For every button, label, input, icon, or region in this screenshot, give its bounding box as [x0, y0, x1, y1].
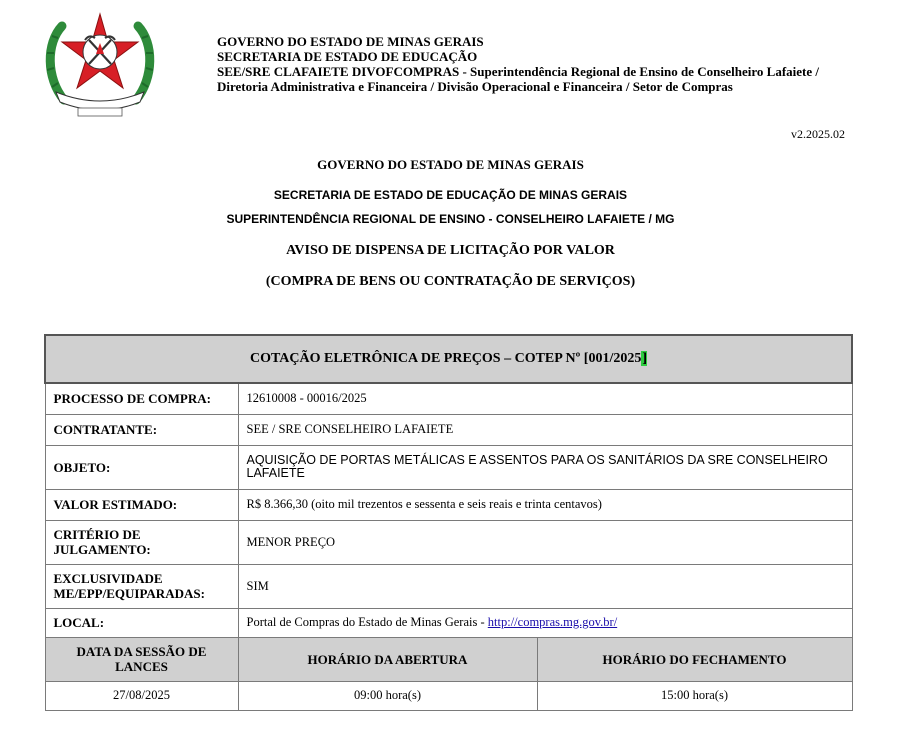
- row-value-contractor: SEE / SRE CONSELHEIRO LAFAIETE: [238, 414, 852, 445]
- header-line-division: Diretoria Administrativa e Financeira / Divisão Operacional e Financeira / Setor de Compras: [217, 79, 733, 94]
- row-label-exclusivity: EXCLUSIVIDADE ME/EPP/EQUIPARADAS:: [45, 564, 238, 608]
- opening-time: 09:00 hora(s): [238, 681, 537, 710]
- header-line-secretariat: SECRETARIA DE ESTADO DE EDUCAÇÃO: [217, 49, 478, 64]
- location-text: Portal de Compras do Estado de Minas Gerais -: [246, 615, 488, 629]
- agency-header: [217, 34, 819, 94]
- title-secretariat: SECRETARIA DE ESTADO DE EDUCAÇÃO DE MINAS GERAIS: [273, 188, 628, 202]
- compras-portal-link[interactable]: http://compras.mg.gov.br/: [487, 615, 618, 629]
- table-row: [45, 383, 852, 414]
- row-value-estimated-value: R$ 8.366,30 (oito mil trezentos e sessenta e seis reais e trinta centavos): [238, 489, 852, 520]
- table-row: [45, 520, 852, 564]
- title-government: GOVERNO DO ESTADO DE MINAS GERAIS: [317, 157, 584, 172]
- header-line-government: GOVERNO DO ESTADO DE MINAS GERAIS: [217, 34, 484, 49]
- table-row: [45, 564, 852, 608]
- table-row: [45, 608, 852, 637]
- row-label-criterion: CRITÉRIO DE JULGAMENTO:: [45, 520, 238, 564]
- row-label-object: OBJETO:: [45, 445, 238, 489]
- row-value-object: AQUISIÇÃO DE PORTAS METÁLICAS E ASSENTOS PARA OS SANITÁRIOS DA SRE CONSELHEIRO LAFAIETE: [238, 445, 852, 489]
- header-opening-time: HORÁRIO DA ABERTURA: [238, 637, 537, 681]
- cotep-table: [44, 334, 853, 711]
- row-value-process: 12610008 - 00016/2025: [238, 383, 852, 414]
- closing-time: 15:00 hora(s): [537, 681, 852, 710]
- row-value-exclusivity: SIM: [238, 564, 852, 608]
- table-row: [45, 489, 852, 520]
- title-notice: AVISO DE DISPENSA DE LICITAÇÃO POR VALOR: [286, 243, 615, 258]
- title-purchase-type: (COMPRA DE BENS OU CONTRATAÇÃO DE SERVIÇOS): [265, 274, 636, 289]
- row-label-estimated-value: VALOR ESTIMADO:: [45, 489, 238, 520]
- minas-gerais-coat-of-arms: [42, 8, 158, 118]
- cotep-banner: [45, 335, 852, 383]
- title-superintendence: SUPERINTENDÊNCIA REGIONAL DE ENSINO - CONSELHEIRO LAFAIETE / MG: [226, 212, 675, 226]
- header-line-unit: SEE/SRE CLAFAIETE DIVOFCOMPRAS - Superintendência Regional de Ensino de Conselheiro Lafaiete /: [217, 64, 820, 79]
- session-value-row: [45, 681, 852, 710]
- row-value-location: [238, 608, 852, 637]
- row-label-contractor: CONTRATANTE:: [45, 414, 238, 445]
- row-value-criterion: MENOR PREÇO: [238, 520, 852, 564]
- document-version: v2.2025.02: [791, 127, 845, 141]
- header-closing-time: HORÁRIO DO FECHAMENTO: [537, 637, 852, 681]
- table-row: [45, 445, 852, 489]
- table-row: [45, 414, 852, 445]
- header-session-date: DATA DA SESSÃO DE LANCES: [45, 637, 238, 681]
- session-header-row: [45, 637, 852, 681]
- cotep-banner-highlight: ]: [642, 351, 648, 366]
- session-date: 27/08/2025: [45, 681, 238, 710]
- cotep-banner-title: COTAÇÃO ELETRÔNICA DE PREÇOS – COTEP Nº [001/2025: [249, 351, 642, 366]
- row-label-location: LOCAL:: [45, 608, 238, 637]
- row-label-process: PROCESSO DE COMPRA:: [45, 383, 238, 414]
